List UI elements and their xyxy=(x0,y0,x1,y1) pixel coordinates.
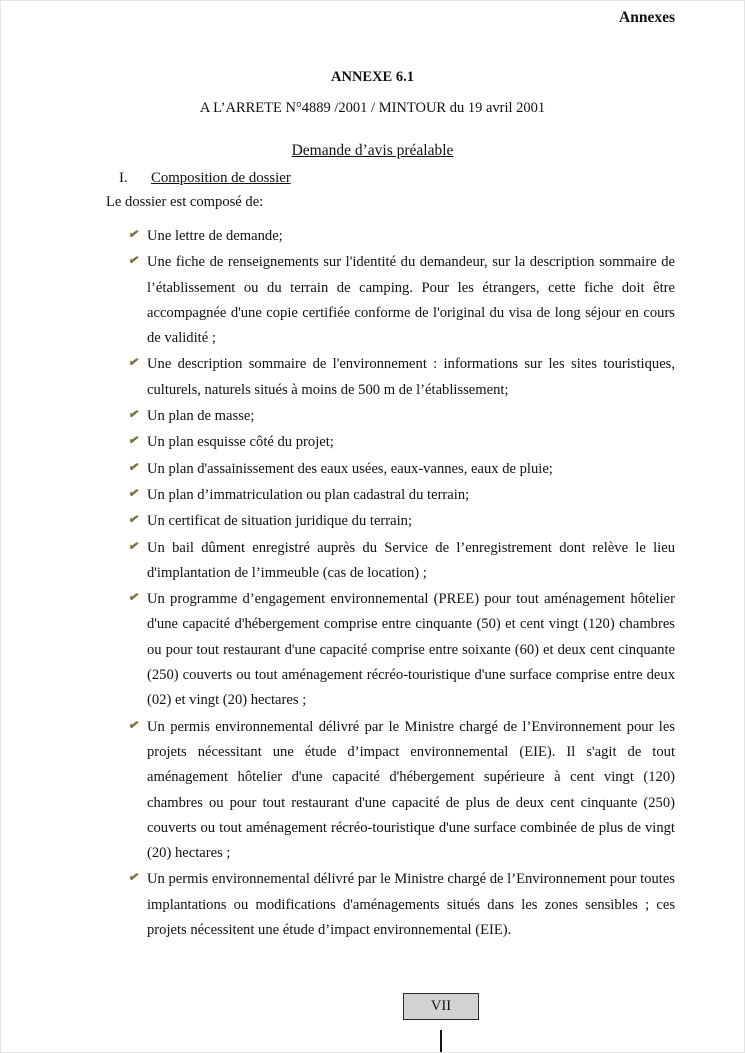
page-number: VII xyxy=(430,998,452,1014)
list-item-text: Un certificat de situation juridique du terrain; xyxy=(147,513,413,530)
list-item-text: Un permis environnemental délivré par le Ministre chargé de l’Environnement pour toutes implantations ou modifications d'aménagements situés dans les zones sensibles ; ces projets nécessitent une étude d’impact environnemental (EIE). xyxy=(147,871,675,939)
page-number-box xyxy=(403,993,479,1020)
check-bullet-icon: ✔ xyxy=(127,460,139,473)
check-bullet-icon: ✔ xyxy=(127,539,139,552)
check-bullet-icon: ✔ xyxy=(127,254,139,267)
list-item xyxy=(127,483,675,508)
list-item xyxy=(127,352,675,403)
check-bullet-icon: ✔ xyxy=(127,408,139,421)
check-bullet-icon: ✔ xyxy=(127,718,139,731)
section-heading xyxy=(119,170,744,187)
list-item xyxy=(127,587,675,713)
annexe-title: ANNEXE 6.1 xyxy=(331,69,414,85)
list-item-text: Un plan esquisse côté du projet; xyxy=(147,434,334,451)
section-title: Composition de dossier xyxy=(151,170,291,186)
list-item-text: Un programme d’engagement environnemental (PREE) pour tout aménagement hôtelier d'une capacité d'hébergement comprise entre cinquante (50) et cent vingt (120) chambres ou pour tout restaurant d'une capacité comprise entre soixante (60) et deux cent cinquante (250) couverts ou tout aménagement récréo-touristique d'une surface comprise entre deux (02) et vingt (20) hectares ; xyxy=(147,591,675,709)
list-item xyxy=(127,715,675,867)
list-item xyxy=(127,457,675,482)
list-item-text: Un bail dûment enregistré auprès du Service de l’enregistrement dont relève le lieu d'implantation de l’immeuble (cas de location) ; xyxy=(147,539,675,581)
footer-vertical-line xyxy=(440,1030,442,1053)
check-bullet-icon: ✔ xyxy=(127,434,139,447)
section-number: I. xyxy=(119,170,128,186)
list-item xyxy=(127,867,675,943)
document-subtitle: Demande d’avis préalable xyxy=(291,142,454,159)
list-item-text: Une fiche de renseignements sur l'identité du demandeur, sur la description sommaire de l’établissement ou du terrain de camping. Pour les étrangers, cette fiche doit être accompagnée d'une copie certifiée conforme de l'original du visa de long séjour en cours de validité ; xyxy=(147,254,675,347)
dossier-item-list xyxy=(1,224,744,943)
list-item xyxy=(127,430,675,455)
list-item xyxy=(127,250,675,351)
list-item-text: Une description sommaire de l'environnement : informations sur les sites touristiques, culturels, naturels situés à moins de 500 m de l’établissement; xyxy=(147,356,675,398)
list-item-text: Un permis environnemental délivré par le Ministre chargé de l’Environnement pour les projets nécessitant une étude d’impact environnemental (EIE). Il s'agit de tout aménagement hôtelier d'une capacité d'hébergement supérieure à cent vingt (120) chambres ou pour tout restaurant d'une capacité de plus de deux cent cinquante (250) couverts ou tout aménagement récréo-touristique d'une surface combinée de plus de vingt (20) hectares ; xyxy=(147,718,675,862)
list-item-text: Un plan d’immatriculation ou plan cadastral du terrain; xyxy=(147,486,470,503)
list-item xyxy=(127,536,675,587)
arrete-reference-line: A L’ARRETE N°4889 /2001 / MINTOUR du 19 avril 2001 xyxy=(199,100,546,116)
list-item xyxy=(127,404,675,429)
check-bullet-icon: ✔ xyxy=(127,356,139,369)
list-item xyxy=(127,224,675,249)
check-bullet-icon: ✔ xyxy=(127,871,139,884)
check-bullet-icon: ✔ xyxy=(127,228,139,240)
list-item-text: Une lettre de demande; xyxy=(147,228,283,244)
check-bullet-icon: ✔ xyxy=(127,513,139,526)
list-item-text: Un plan d'assainissement des eaux usées, eaux-vannes, eaux de pluie; xyxy=(147,460,553,477)
check-bullet-icon: ✔ xyxy=(127,591,139,604)
list-item-text: Un plan de masse; xyxy=(147,408,255,425)
page-header-annexes: Annexes xyxy=(619,9,675,26)
intro-text: Le dossier est composé de: xyxy=(106,194,264,210)
check-bullet-icon: ✔ xyxy=(127,486,139,499)
list-item xyxy=(127,509,675,534)
